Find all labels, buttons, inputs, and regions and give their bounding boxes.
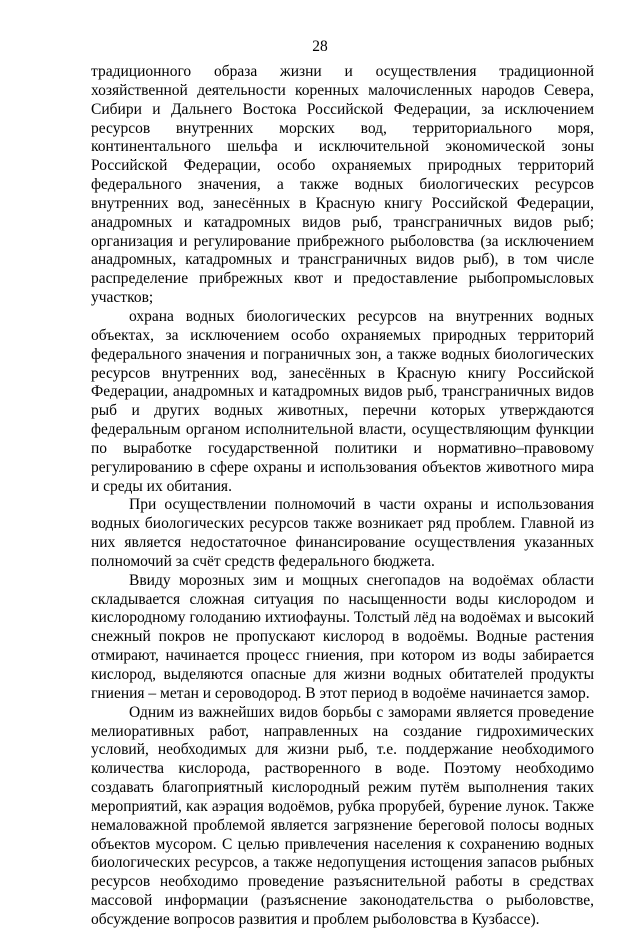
document-body [91, 63, 594, 930]
paragraph-continuation: традиционного образа жизни и осуществления традиционной хозяйственной деятельности коренных малочисленных народов Севера, Сибири и Дальнего Востока Российской Федерации, за исключением ресурсов внутренних морских вод, территориального моря, континентального шельфа и исключительной экономической зоны Российской Федерации, особо охраняемых природных территорий федерального значения, а также водных биологических ресурсов внутренних вод, занесённых в Красную книгу Российской Федерации, анадромных и катадромных видов рыб, трансграничных видов рыб; организация и регулирование прибрежного рыболовства (за исключением анадромных, катадромных и трансграничных видов рыб), в том числе распределение прибрежных квот и предоставление рыбопромысловых участков; [91, 63, 594, 307]
paragraph-problems-funding: При осуществлении полномочий в части охраны и использования водных биологических ресурсов также возникает ряд проблем. Главной из них является недостаточное финансирование осуществления указанных полномочий за счёт средств федерального бюджета. [91, 496, 594, 570]
paragraph-measures: Одним из важнейших видов борьбы с заморами является проведение мелиоративных работ, направленных на создание гидрохимических условий, необходимых для жизни рыб, т.е. поддержание необходимого количества кислорода, растворенного в воде. Поэтому необходимо создавать благоприятный кислородный режим путём выполнения таких мероприятий, как аэрация водоёмов, рубка прорубей, бурение лунок. Также немаловажной проблемой является загрязнение береговой полосы водных объектов мусором. С целью привлечения населения к сохранению водных биологических ресурсов, а также недопущения истощения запасов рыбных ресурсов необходимо проведение разъяснительной работы в средствах массовой информации (разъяснение законодательства о рыболовстве, обсуждение вопросов развития и проблем рыболовства в Кузбассе). [91, 703, 594, 928]
paragraph-winter-oxygen: Ввиду морозных зим и мощных снегопадов на водоёмах области складывается сложная ситуация по насыщенности воды кислородом и кислородному голоданию ихтиофауны. Толстый лёд на водоёмах и высокий снежный покров не пропускают кислород в водоёмы. Водные растения отмирают, начинается процесс гниения, при котором из воды забирается кислород, выделяются опасные для жизни водных обитателей продукты гниения – метан и сероводород. В этот период в водоёме начинается замор. [91, 571, 594, 702]
page-number: 28 [312, 38, 328, 55]
paragraph-protection-of-resources: охрана водных биологических ресурсов на внутренних водных объектах, за исключением особо охраняемых природных территорий федерального значения и пограничных зон, а также водных биологических ресурсов внутренних вод, занесённых в Красную книгу Российской Федерации, анадромных и катадромных видов рыб, трансграничных видов рыб и других водных животных, перечни которых утверждаются федеральным органом исполнительной власти, осуществляющим функции по выработке государственной политики и нормативно–правовому регулированию в сфере охраны и использования объектов животного мира и среды их обитания. [91, 307, 594, 495]
